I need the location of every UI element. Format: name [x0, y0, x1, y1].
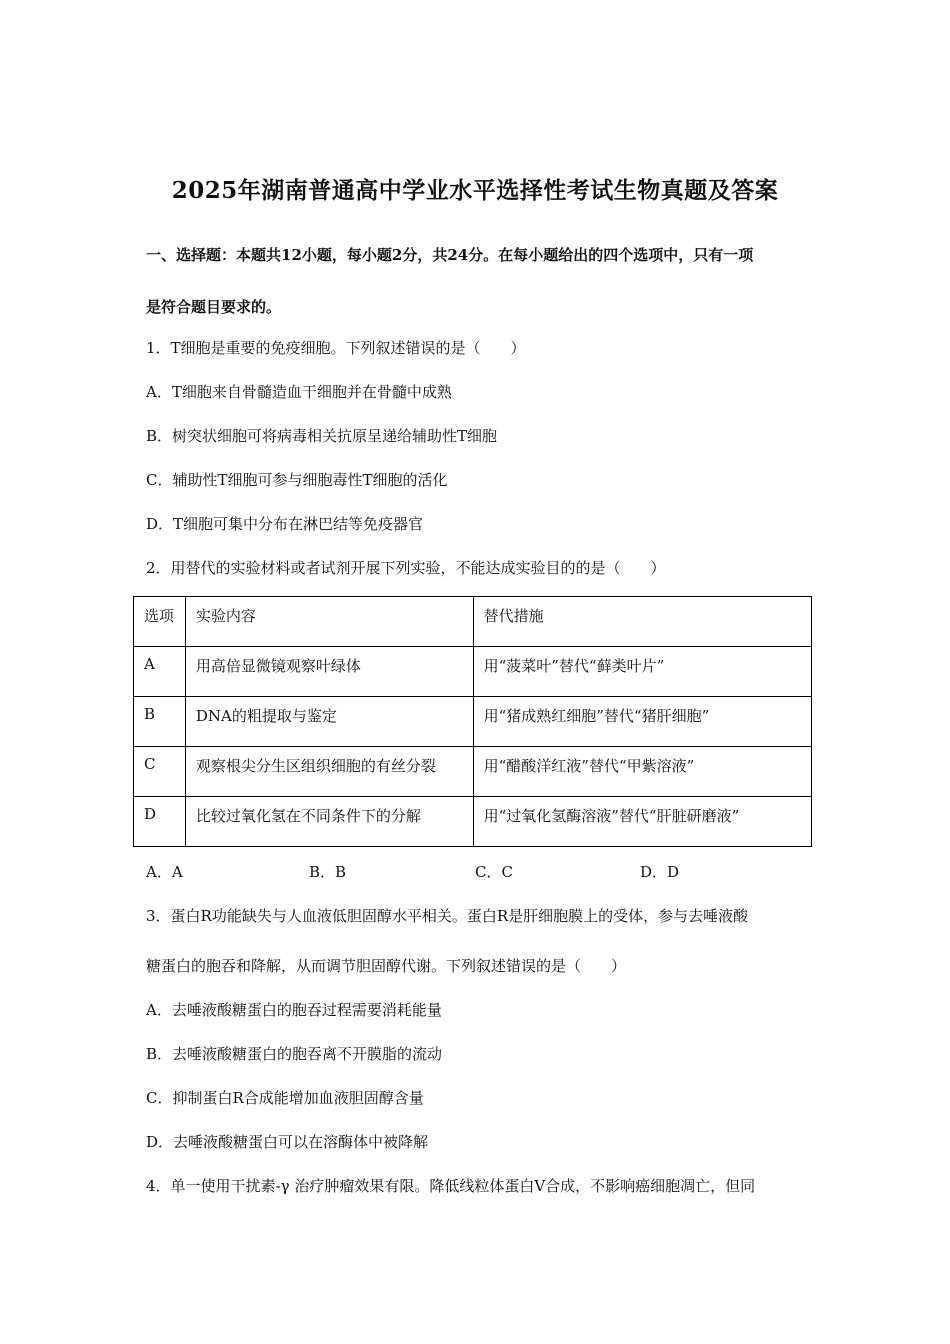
table-cell: 观察根尖分生区组织细胞的有丝分裂 — [185, 747, 473, 797]
table-cell: 比较过氧化氢在不同条件下的分解 — [185, 797, 473, 847]
table-cell: 用“猪成熟红细胞”替代“猪肝细胞” — [473, 697, 811, 747]
table-row — [134, 747, 812, 797]
page-title: 2025年湖南普通高中学业水平选择性考试生物真题及答案 — [171, 177, 779, 204]
q2-table — [133, 596, 812, 847]
table-cell: C — [134, 747, 186, 797]
q1-stem: 1．T细胞是重要的免疫细胞。下列叙述错误的是（ ） — [146, 339, 526, 357]
q2-stem: 2．用替代的实验材料或者试剂开展下列实验，不能达成实验目的的是（ ） — [146, 559, 666, 577]
table-cell: DNA的粗提取与鉴定 — [185, 697, 473, 747]
q3-stem-line1: 3．蛋白R功能缺失与人血液低胆固醇水平相关。蛋白R是肝细胞膜上的受体，参与去唾液酸 — [146, 907, 749, 925]
q3-option-b: B．去唾液酸糖蛋白的胞吞离不开膜脂的流动 — [146, 1045, 443, 1063]
q1-option-b: B．树突状细胞可将病毒相关抗原呈递给辅助性T细胞 — [146, 427, 498, 445]
q3-option-a: A．去唾液酸糖蛋白的胞吞过程需要消耗能量 — [146, 1001, 442, 1019]
table-header-cell: 替代措施 — [473, 597, 811, 647]
q1-option-d: D．T细胞可集中分布在淋巴结等免疫器官 — [146, 515, 424, 533]
table-cell: B — [134, 697, 186, 747]
q2-answer-b: B．B — [309, 863, 347, 881]
q1-option-a: A．T细胞来自骨髓造血干细胞并在骨髓中成熟 — [146, 383, 452, 401]
q2-answer-a: A．A — [146, 863, 183, 881]
section-heading-line2: 是符合题目要求的。 — [146, 298, 282, 316]
table-header-row — [134, 597, 812, 647]
q2-answer-d: D．D — [640, 863, 680, 881]
table-cell: 用“过氧化氢酶溶液”替代“肝脏研磨液” — [473, 797, 811, 847]
table-cell: A — [134, 647, 186, 697]
q2-answer-c: C．C — [475, 863, 513, 881]
q3-option-d: D．去唾液酸糖蛋白可以在溶酶体中被降解 — [146, 1133, 429, 1151]
table-header-cell: 选项 — [134, 597, 186, 647]
table-row — [134, 647, 812, 697]
q3-option-c: C．抑制蛋白R合成能增加血液胆固醇含量 — [146, 1089, 424, 1107]
table-cell: D — [134, 797, 186, 847]
table-row — [134, 697, 812, 747]
table-cell: 用“醋酸洋红液”替代“甲紫溶液” — [473, 747, 811, 797]
table-header-cell: 实验内容 — [185, 597, 473, 647]
q1-option-c: C．辅助性T细胞可参与细胞毒性T细胞的活化 — [146, 471, 448, 489]
table-row — [134, 797, 812, 847]
section-heading-line1: 一、选择题：本题共12小题，每小题2分，共24分。在每小题给出的四个选项中，只有一项 — [146, 246, 754, 264]
table-cell: 用“菠菜叶”替代“藓类叶片” — [473, 647, 811, 697]
q4-stem-line1: 4．单一使用干扰素-γ 治疗肿瘤效果有限。降低线粒体蛋白V合成，不影响癌细胞凋亡，但同 — [146, 1177, 756, 1195]
q3-stem-line2: 糖蛋白的胞吞和降解，从而调节胆固醇代谢。下列叙述错误的是（ ） — [146, 957, 627, 975]
table-cell: 用高倍显微镜观察叶绿体 — [185, 647, 473, 697]
